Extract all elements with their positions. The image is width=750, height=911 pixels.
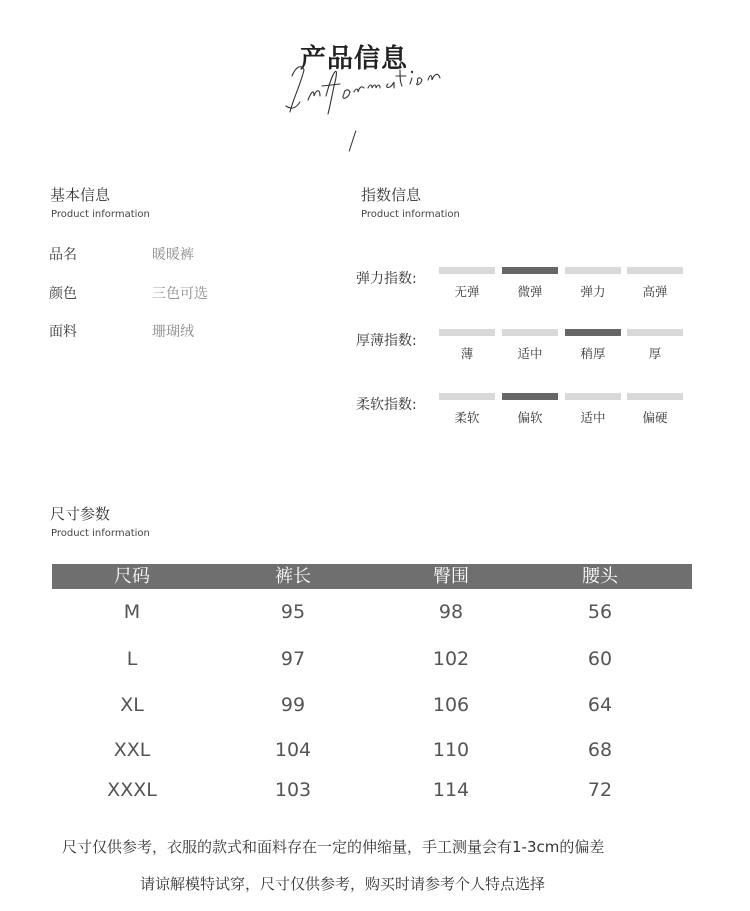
size-heading: 尺寸参数	[50, 505, 111, 523]
index-segment-label: 偏硬	[642, 410, 668, 425]
column-header-waist: 腰头	[582, 566, 618, 587]
table-cell: 60	[587, 648, 613, 670]
table-cell: 110	[432, 739, 470, 761]
divider-slash	[349, 130, 357, 151]
column-header-hip: 臀围	[433, 566, 469, 587]
index-row-label: 弹力指数:	[356, 271, 417, 287]
table-cell: XXL	[113, 739, 151, 761]
color-label: 颜色	[49, 286, 77, 302]
index-segment-label: 适中	[580, 410, 606, 425]
index-segment-label: 稍厚	[580, 346, 606, 361]
index-segment-label: 偏软	[517, 410, 543, 425]
index-segment-bar	[439, 393, 495, 400]
table-cell: XXXL	[107, 779, 157, 801]
index-segment-bar	[565, 329, 621, 336]
index-segment-label: 柔软	[454, 410, 480, 425]
information-script-logo	[282, 56, 492, 122]
table-cell: 56	[587, 601, 613, 623]
table-cell: L	[126, 648, 138, 670]
table-cell: 104	[274, 739, 312, 761]
index-segment-bar	[565, 393, 621, 400]
basic-info-subheading: Product information	[51, 209, 150, 220]
table-cell: 95	[280, 601, 306, 623]
index-info-heading: 指数信息	[361, 186, 422, 204]
size-subheading: Product information	[51, 528, 150, 539]
index-segment-bar	[627, 329, 683, 336]
size-table-header	[52, 564, 692, 589]
table-cell: 99	[280, 694, 306, 716]
index-segment-label: 适中	[517, 346, 543, 361]
index-segment-label: 微弹	[517, 284, 543, 299]
size-note-line-1: 尺寸仅供参考，衣服的款式和面料存在一定的伸缩量，手工测量会有1-3cm的偏差	[62, 838, 605, 856]
table-cell: XL	[120, 694, 144, 716]
index-segment-bar	[439, 329, 495, 336]
index-segment-label: 高弹	[642, 284, 668, 299]
page-title: 产品信息	[300, 44, 409, 74]
table-cell: 114	[432, 779, 470, 801]
fabric-label: 面料	[49, 324, 77, 340]
table-cell: M	[123, 601, 141, 623]
index-segment-label: 弹力	[580, 284, 606, 299]
table-cell: 97	[280, 648, 306, 670]
color-value: 三色可选	[152, 286, 208, 302]
index-row-label: 厚薄指数:	[356, 333, 417, 349]
index-segment-bar	[565, 267, 621, 274]
size-note-line-2: 请谅解模特试穿，尺寸仅供参考，购买时请参考个人特点选择	[140, 875, 546, 893]
index-row-label: 柔软指数:	[356, 397, 417, 413]
index-segment-label: 无弹	[454, 284, 480, 299]
index-info-subheading: Product information	[361, 209, 460, 220]
fabric-value: 珊瑚绒	[152, 324, 194, 340]
product-name-value: 暖暖裤	[152, 247, 194, 263]
index-segment-bar	[502, 329, 558, 336]
table-cell: 103	[274, 779, 312, 801]
table-cell: 102	[432, 648, 470, 670]
table-cell: 68	[587, 739, 613, 761]
index-segment-bar	[502, 393, 558, 400]
table-cell: 98	[438, 601, 464, 623]
index-segment-bar	[627, 267, 683, 274]
table-cell: 106	[432, 694, 470, 716]
product-name-label: 品名	[49, 247, 77, 263]
column-header-size: 尺码	[114, 566, 150, 587]
basic-info-heading: 基本信息	[50, 186, 111, 204]
index-segment-label: 薄	[460, 346, 474, 361]
table-cell: 64	[587, 694, 613, 716]
index-segment-bar	[439, 267, 495, 274]
index-segment-bar	[627, 393, 683, 400]
index-segment-label: 厚	[648, 346, 662, 361]
index-segment-bar	[502, 267, 558, 274]
table-cell: 72	[587, 779, 613, 801]
column-header-length: 裤长	[275, 566, 311, 587]
